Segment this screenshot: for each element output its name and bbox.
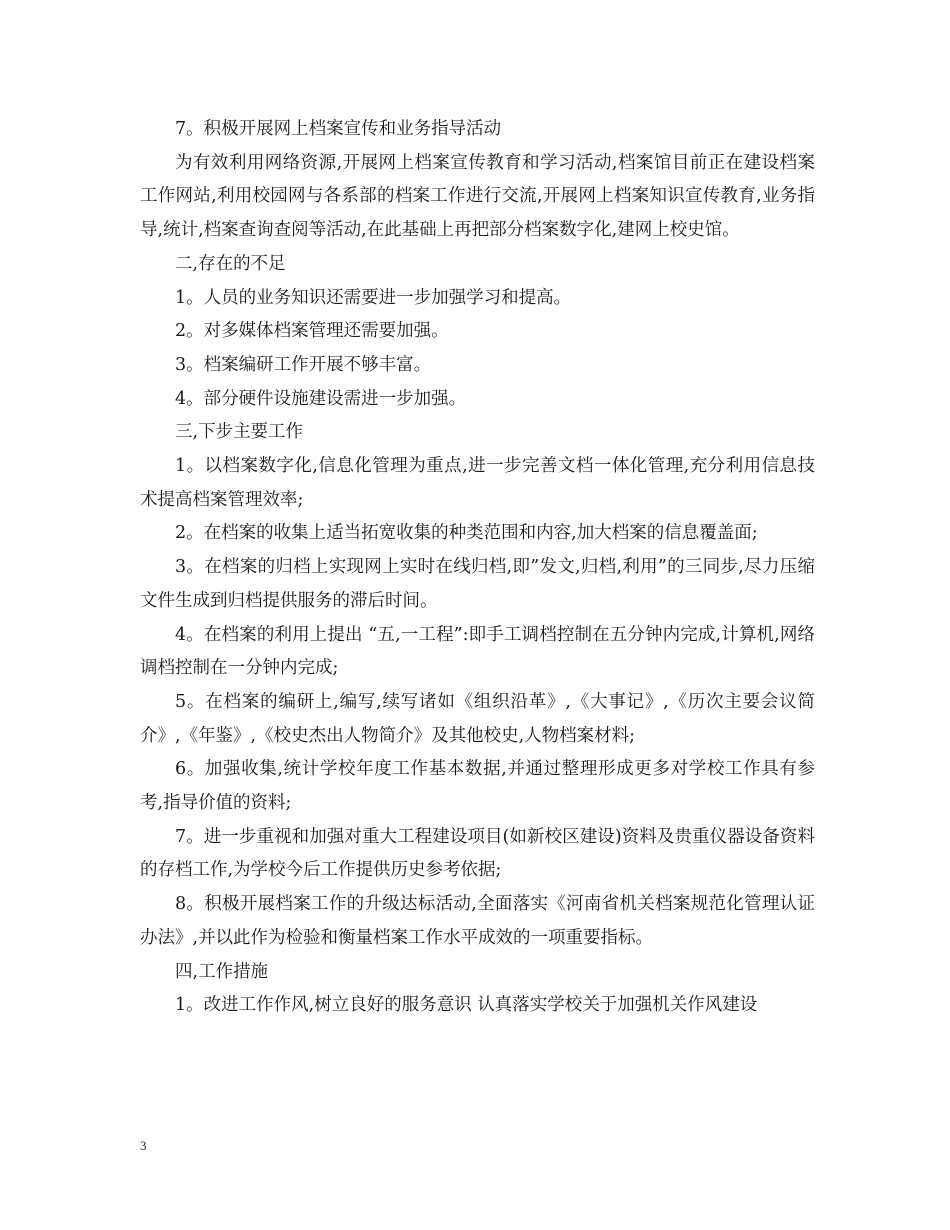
paragraph-heading-7: 7。积极开展网上档案宣传和业务指导活动 [175, 119, 502, 139]
list-item: 7。进一步重视和加强对重大工程建设项目(如新校区建设)资料及贵重仪器设备资料的存档工作,为学校今后工作提供历史参考依据; [140, 826, 815, 881]
paragraph-online-archives: 为有效利用网络资源,开展网上档案宣传教育和学习活动,档案馆目前正在建设档案工作网站,利用校园网与各系部的档案工作进行交流,开展网上档案知识宣传教育,业务指导,统计,档案查询查阅等活动,在此基础上再把部分档案数字化,建网上校史馆。 [140, 152, 815, 241]
list-item: 1。改进工作作风,树立良好的服务意识 认真落实学校关于加强机关作风建设 [175, 995, 758, 1016]
section-heading-measures: 四,工作措施 [175, 961, 269, 982]
list-item: 3。在档案的归档上实现网上实时在线归档,即”发文,归档,利用”的三同步,尽力压缩文件生成到归档提供服务的滞后时间。 [140, 557, 815, 611]
list-item: 3。档案编研工作开展不够丰富。 [175, 354, 432, 375]
list-item: 4。在档案的利用上提出 “五,一工程”:即手工调档控制在五分钟内完成,计算机,网络调档控制在一分钟内完成; [140, 624, 815, 679]
list-item: 1。人员的业务知识还需要进一步加强学习和提高。 [175, 287, 572, 308]
list-item: 2。对多媒体档案管理还需要加强。 [175, 321, 449, 342]
page-number: 3 [140, 1138, 147, 1153]
list-item: 6。加强收集,统计学校年度工作基本数据,并通过整理形成更多对学校工作具有参考,指导价值的资料; [140, 759, 815, 814]
list-item: 1。以档案数字化,信息化管理为重点,进一步完善文档一体化管理,充分利用信息技术提高档案管理效率; [140, 456, 815, 510]
list-item: 2。在档案的收集上适当拓宽收集的种类范围和内容,加大档案的信息覆盖面; [175, 523, 758, 544]
list-item: 5。在档案的编研上,编写,续写诸如《组织沿革》,《大事记》,《历次主要会议简介》,《年鉴》,《校史杰出人物简介》及其他校史,人物档案材料; [140, 691, 815, 746]
document-body [140, 113, 815, 1023]
section-heading-shortcomings: 二,存在的不足 [175, 253, 286, 274]
list-item: 8。积极开展档案工作的升级达标活动,全面落实《河南省机关档案规范化管理认证办法》,并以此作为检验和衡量档案工作水平成效的一项重要指标。 [140, 894, 815, 948]
list-item: 4。部分硬件设施建设需进一步加强。 [175, 388, 467, 409]
section-heading-next-steps: 三,下步主要工作 [175, 422, 304, 443]
